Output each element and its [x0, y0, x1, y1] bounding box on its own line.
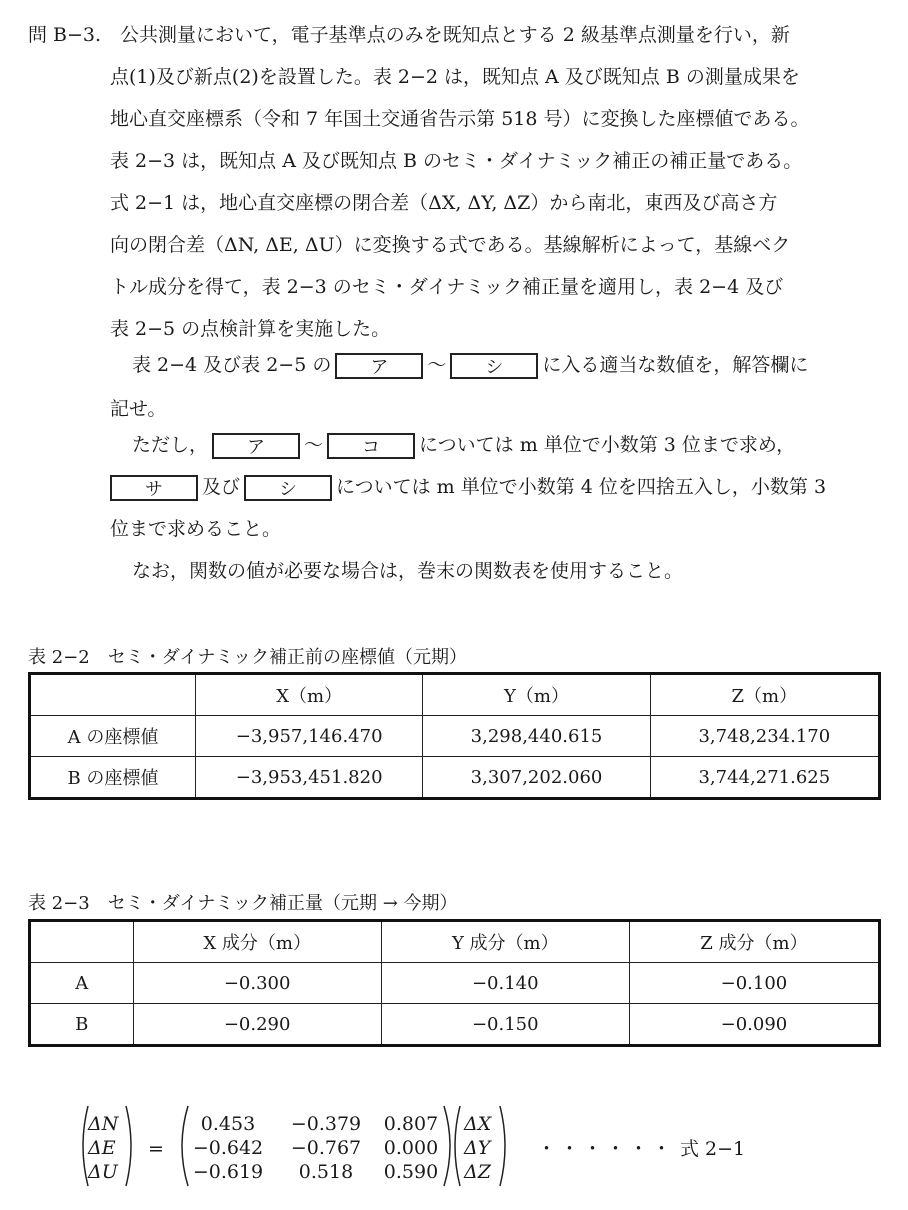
problem-line-8: 表 2−5 の点検計算を実施した。: [110, 318, 391, 340]
rhs-entry: ΔY: [464, 1137, 491, 1159]
header-cell: Y（m）: [423, 674, 650, 716]
paren-right-icon: [444, 1106, 450, 1186]
table-header-row: [30, 674, 880, 716]
range-tilde: 〜: [304, 434, 324, 456]
instruction-text: に入る適当な数値を，解答欄に: [542, 354, 809, 376]
header-cell: Z 成分（m）: [629, 921, 879, 963]
answer-box-a: ア: [335, 353, 423, 379]
header-cell: X 成分（m）: [133, 921, 381, 963]
header-cell: Y 成分（m）: [381, 921, 629, 963]
header-cell: [30, 674, 196, 716]
table-cell: −0.140: [381, 963, 629, 1004]
table-cell: −0.290: [133, 1004, 381, 1046]
range-tilde: 〜: [427, 354, 447, 376]
table23-caption: 表 2−3 セミ・ダイナミック補正量（元期 → 今期）: [28, 893, 458, 914]
instruction-text: については m 単位で小数第 4 位を四捨五入し，小数第 3: [336, 476, 827, 498]
row-label: A の座標値: [30, 716, 196, 757]
formula-label: 式 2−1: [680, 1138, 746, 1160]
problem-line-3: 地心直交座標系（令和 7 年国土交通省告示第 518 号）に変換した座標値である。: [110, 108, 810, 130]
answer-box-sa: サ: [110, 475, 198, 501]
rhs-entry: ΔX: [464, 1113, 492, 1135]
row-label: B の座標値: [30, 757, 196, 799]
answer-box-ko: コ: [327, 433, 415, 459]
matrix-entry: −0.379: [290, 1113, 362, 1135]
table-row: [30, 1004, 880, 1046]
matrix-entry: 0.453: [200, 1113, 256, 1135]
paren-right-icon: [126, 1106, 131, 1186]
row-label: A: [30, 963, 134, 1004]
table23: [28, 919, 881, 1047]
table-cell: 3,744,271.625: [650, 757, 879, 799]
instruction-line-1: [132, 352, 808, 379]
instruction-line-4: [110, 474, 826, 501]
table-cell: 3,748,234.170: [650, 716, 879, 757]
table-row: [30, 716, 880, 757]
matrix-entry: −0.619: [192, 1161, 264, 1183]
problem-line-4: 表 2−3 は，既知点 A 及び既知点 B のセミ・ダイナミック補正の補正量である。: [110, 150, 803, 172]
table-cell: −0.300: [133, 963, 381, 1004]
matrix-entry: 0.807: [383, 1113, 439, 1135]
problem-line-6: 向の閉合差（ΔN, ΔE, ΔU）に変換する式である。基線解析によって，基線ベク: [110, 234, 791, 256]
paren-left-icon: [182, 1106, 188, 1186]
answer-box-a: ア: [212, 433, 300, 459]
table-cell: −0.100: [629, 963, 879, 1004]
table-cell: −3,957,146.470: [195, 716, 422, 757]
table-cell: −0.150: [381, 1004, 629, 1046]
table22: [28, 672, 881, 800]
matrix-entry: −0.642: [192, 1137, 264, 1159]
table-cell: 3,298,440.615: [423, 716, 650, 757]
paren-right-icon: [500, 1106, 505, 1186]
instruction-text: については m 単位で小数第 3 位まで求め，: [419, 434, 796, 456]
header-cell: Z（m）: [650, 674, 879, 716]
instruction-line-5: 位まで求めること。: [110, 518, 282, 540]
header-cell: [30, 921, 134, 963]
table-header-row: [30, 921, 880, 963]
matrix-entry: −0.767: [290, 1137, 362, 1159]
rhs-entry: ΔZ: [464, 1161, 491, 1183]
lhs-entry: ΔN: [88, 1113, 119, 1135]
matrix-entry: 0.000: [383, 1137, 439, 1159]
equals-sign: =: [148, 1138, 164, 1160]
note-line: なお，関数の値が必要な場合は，巻末の関数表を使用すること。: [132, 560, 684, 582]
table-row: [30, 963, 880, 1004]
matrix-entry: 0.590: [383, 1161, 439, 1183]
table-cell: 3,307,202.060: [423, 757, 650, 799]
lhs-entry: ΔU: [88, 1161, 118, 1183]
table-cell: −3,953,451.820: [195, 757, 422, 799]
table22-caption: 表 2−2 セミ・ダイナミック補正前の座標値（元期）: [28, 647, 467, 668]
table-cell: −0.090: [629, 1004, 879, 1046]
table-row: [30, 757, 880, 799]
answer-box-shi: シ: [450, 353, 538, 379]
problem-line-1: 問 B−3. 公共測量において，電子基準点のみを既知点とする 2 級基準点測量を行い，新: [28, 24, 790, 46]
formula-2-1: [0, 1100, 908, 1200]
problem-line-2: 点(1)及び新点(2)を設置した。表 2−2 は，既知点 A 及び既知点 B の測量成果を: [110, 66, 800, 88]
instruction-text: 表 2−4 及び表 2−5 の: [132, 354, 332, 376]
paren-left-icon: [455, 1106, 460, 1186]
problem-line-5: 式 2−1 は，地心直交座標の閉合差（ΔX, ΔY, ΔZ）から南北，東西及び高さ方: [110, 192, 778, 214]
problem-line-7: トル成分を得て，表 2−3 のセミ・ダイナミック補正量を適用し，表 2−4 及び: [110, 276, 784, 298]
instruction-text: ただし，: [132, 434, 209, 456]
leader-dots: ・・・・・・: [537, 1138, 676, 1160]
instruction-text: 及び: [202, 476, 241, 498]
instruction-line-3: [132, 432, 795, 459]
instruction-line-2: 記せ。: [110, 398, 167, 420]
row-label: B: [30, 1004, 134, 1046]
matrix-entry: 0.518: [298, 1161, 354, 1183]
header-cell: X（m）: [195, 674, 422, 716]
lhs-entry: ΔE: [88, 1137, 116, 1159]
answer-box-shi: シ: [244, 475, 332, 501]
